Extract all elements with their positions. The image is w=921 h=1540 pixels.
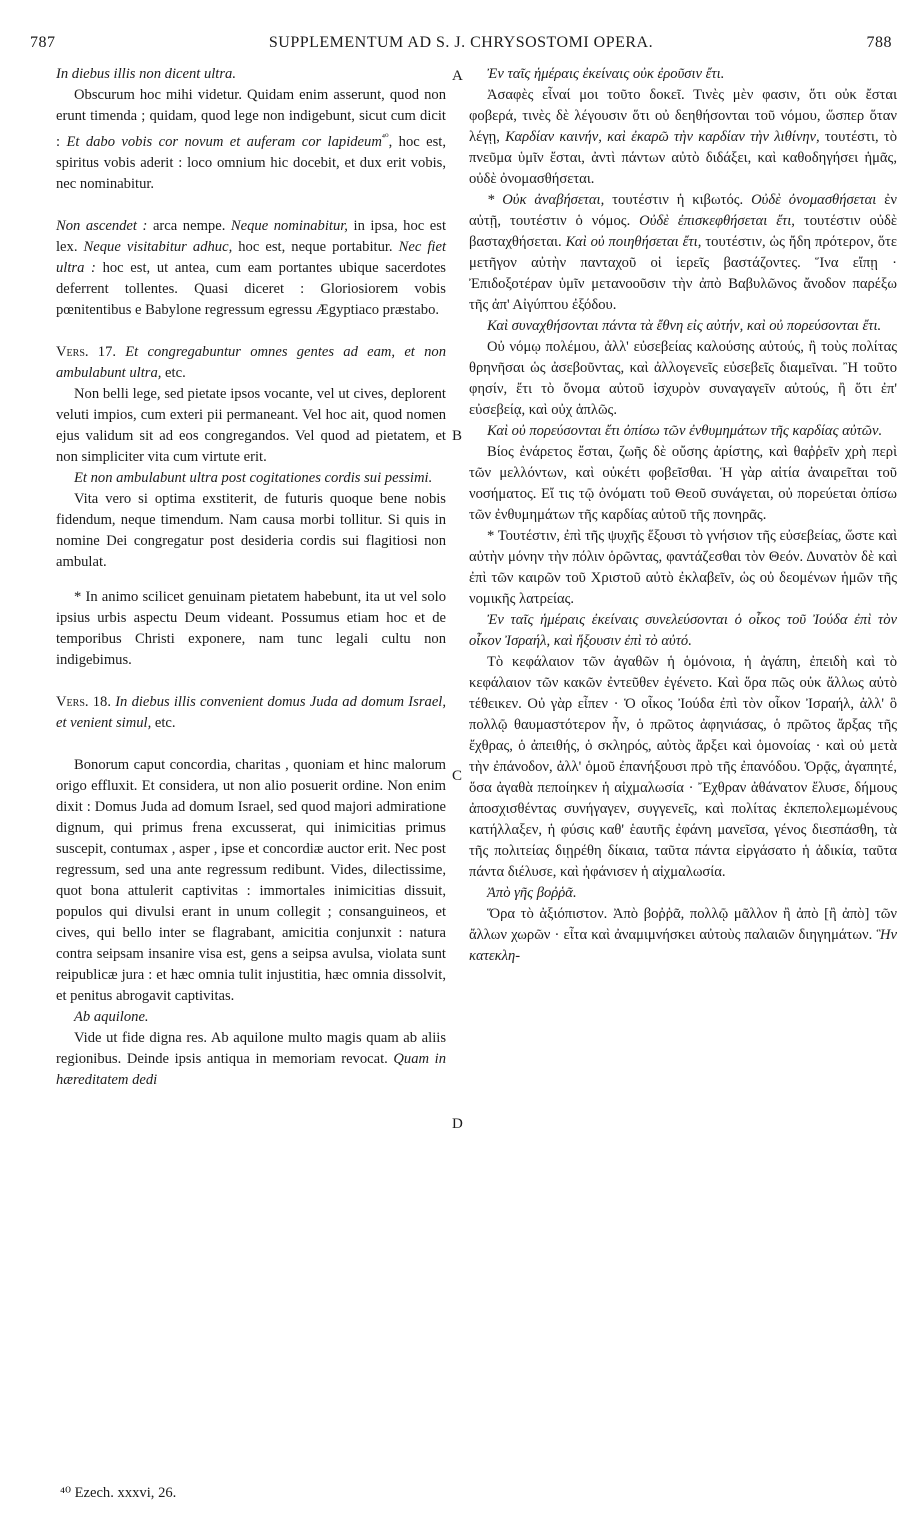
latin-paragraph-9 [56, 1028, 446, 1091]
latin-p1-quote: Et dabo vobis cor novum et auferam cor lapideum [66, 133, 382, 150]
latin-p2-d: hoc est, ut antea, cum eam portantes ubique sacerdotes deferrent tollentes. Quasi diceret : Gloriosiorem vobis pœnitentibus e Babylone regressum egressu Ægyptiaco præstabo. [56, 259, 446, 318]
margin-letter-d: D [452, 1116, 463, 1132]
greek-lemma-11: Ἀπὸ γῆς βοῤῥᾶ. [487, 885, 577, 901]
latin-p9-text: Vide ut fide digna res. Ab aquilone multo magis quam ab aliis regionibus. Deinde ipsis antiqua in memoriam revocat. [56, 1029, 446, 1067]
greek-p3-c: τουτέστιν οὐδὲ βασταχθήσεται. [469, 213, 897, 250]
running-title: SUPPLEMENTUM AD S. J. CHRYSOSTOMI OPERA. [268, 34, 654, 51]
latin-paragraph-7: Bonorum caput concordia, charitas , quoniam et hinc malorum origo effluxit. Et considera, ut non alio posuerit ordine. Non enim dixit : Domus Juda ad domum Israel, sed quod majori admiratione dignum, qui primus frena excusserat, qui inimicitias primus suscepit, contumax , asper , ipse et concordiæ auctor erit. Nec post regressum, sed una ante regressum redibunt. Vides, dilectissime, quot bona attulerit captivitas : immortales inimicitias dissuit, populos qui divulsi erant in unum collegit ; consanguineos, et cives, qui bello inter se flagrabant, amicitia conjunxit : natura contra seipsam insanire visa est, gens a seipsa avulsa, violata sunt reipublicæ jura : et hæc omnia tulit injustitia, hæc omnia dissolvit, et penitus abrogavit captivitas. [56, 756, 446, 1004]
greek-p2-end: τουτέστι, τὸ πνεῦμα ὑμῖν ἔσται, ἀντὶ πάντων αὐτὸ διδάξει, καὶ καθοδηγήσει ἡμᾶς, οὐδὲ ὀνομασθήσεται. [469, 129, 897, 187]
greek-lemma-6: Καὶ οὐ πορεύσονται ἔτι ὀπίσω τῶν ἐνθυμημάτων τῆς καρδίας αὐτῶν. [487, 423, 883, 439]
latin-column [56, 64, 446, 1091]
latin-paragraph-3: Non belli lege, sed pietate ipsos vocante, vel ut cives, deplorent veluti impios, cum exteri pii permaneant. Vel hoc ait, quod nomen ejus validum sit ad eos congregandos. Vel quod ad pietatem, et non simpliciter vita cum virtute erit. [56, 385, 446, 465]
latin-p2-lemma-2: Neque nominabitur, [225, 217, 348, 234]
latin-p2-lemma-3: Neque visitabitur adhuc, [77, 238, 233, 255]
greek-p3-b: ἐν αὐτῇ, τουτέστιν ὁ νόμος. [469, 192, 897, 229]
latin-paragraph-6: * In animo scilicet genuinam pietatem habebunt, ita ut vel solo ipsius urbis aspectu Deum videant. Possumus etiam hoc et de temporibus Christi exponere, nam tunc legali cultu non indigebimus. [56, 588, 446, 668]
margin-letter-a: A [452, 68, 463, 84]
latin-paragraph-5: Vita vero si optima exstiterit, de futuris quoque bene nobis fidendum, neque timendum. Nam causa morbi tollitur. Si quis in nomine Dei congregatur post desideria cordis sui flagitiosi non ambulat. [56, 490, 446, 570]
latin-lemma-2: Et non ambulabunt ultra post cogitationes cordis sui pessimi. [74, 469, 433, 486]
latin-p2-lemma-1: Non ascendet : [56, 217, 148, 234]
greek-lemma-4: Καὶ συναχθήσονται πάντα τὰ ἔθνη εἰς αὐτήν, καὶ οὐ πορεύσονται ἔτι. [487, 318, 882, 334]
verse-18-heading [56, 692, 446, 734]
latin-lemma-3: Ab aquilone. [74, 1008, 149, 1025]
verse-18-text: In diebus illis convenient domus Juda ad domum Israel, et venient simul, [56, 693, 446, 731]
greek-paragraph-3 [469, 190, 897, 316]
greek-paragraph-12 [469, 904, 897, 967]
latin-p9-quote: Quam in hæreditatem dedi [56, 1050, 446, 1088]
greek-paragraph-5: Οὐ νόμῳ πολέμου, ἀλλ' εὐσεβείας καλούσης αὐτούς, ἢ τοὺς πολίτας θρηνῆσαι ὡς ἀσεβοῦντας, καὶ ἀλλογενεῖς εὐσεβεῖς διαμεῖναι. Ἢ τοῦτο φησίν, ἔτι τὸ ὄνομα αὐτοῦ ἰσχυρὸν συναγαγεῖν αὐτούς, ἢ ὅτι ἐπ' εὐσεβείᾳ, καὶ οὐχ ἁπλῶς. [469, 339, 897, 418]
greek-p12-quote: Ἣν κατεκλη- [469, 927, 897, 964]
verse-17-label: Vers. 17. [56, 343, 117, 360]
latin-lemma-1: In diebus illis non dicent ultra. [56, 66, 236, 82]
verse-17-text: Et congregabuntur omnes gentes ad eam, et non ambulabunt ultra, [56, 343, 446, 381]
page-number-right: 788 [866, 34, 892, 51]
greek-p3-a: τουτέστιν ἡ κιβωτός. [604, 192, 744, 208]
latin-paragraph-1 [56, 85, 446, 195]
greek-p3-lemma-4: Καὶ οὐ ποιηθήσεται ἔτι, [561, 234, 702, 250]
running-header [30, 34, 892, 56]
greek-p3-d: τουτέστιν, ὡς ἤδη πρότερον, ὅτε μετῆγον αὐτὴν πανταχοῦ οἱ ἱερεῖς βαστάζοντες. Ἵνα εἴπῃ · Ἐπιδοξοτέραν ὑμῖν μετανοοῦσιν τὴν ἀπὸ Βαβυλῶνος ἄνοδον παρέξω τῆς ἀπ' Αἰγύπτου ἐξόδου. [469, 234, 897, 313]
greek-paragraph-8: * Τουτέστιν, ἐπὶ τῆς ψυχῆς ἕξουσι τὸ γνήσιον τῆς εὐσεβείας, ὥστε καὶ αὐτὴν μόνην τὴν πόλιν ὁρῶντας, φαντάζεσθαι τὸν Θεόν. Δυνατὸν δὲ καὶ ἐπὶ τῶν καιρῶν τοῦ Χριστοῦ αὐτὸ ἐκλαβεῖν, ὡς οὐ δεομένων ἡμῶν τῆς νομικῆς λατρείας. [469, 528, 897, 607]
greek-column [469, 64, 897, 967]
latin-p1-end: , hoc est, spiritus vobis aderit : loco omnium hic docebit, et dux erit vobis, nec nominabitur. [56, 133, 446, 192]
latin-p2-a: arca nempe. [147, 217, 226, 234]
greek-lemma-1: Ἐν ταῖς ἡμέραις ἐκείναις οὐκ ἐροῦσιν ἔτι. [487, 66, 725, 82]
latin-p2-c: hoc est, neque portabitur. [232, 238, 393, 255]
verse-18-etc: etc. [151, 714, 176, 731]
greek-paragraph-10: Τὸ κεφάλαιον τῶν ἀγαθῶν ἡ ὁμόνοια, ἡ ἀγάπη, ἐπειδὴ καὶ τὸ κεφάλαιον τῶν κακῶν ἐντεῦθεν ἐγένετο. Καὶ ὅρα πῶς οὐκ ἄλλως αὐτὸ τέθεικεν. Οὐ γὰρ εἶπεν · Ὁ οἶκος Ἰούδα ἐπὶ τὸν οἶκον Ἰσραήλ, ἀλλ' ὃ πολλῷ θαυμαστότερον ἦν, ὁ πρῶτος ἀφηνιάσας, ὁ πρῶτος ἄρξας τῆς ἔχθρας, ὁ ἀπειθής, ὁ σκληρός, αὐτὸς ἄρξει καὶ ὁμονοίας · καὶ οὐ μετὰ τὴν ἐπάνοδον, ἀλλ' ὁμοῦ ἐπανήξουσι πρὸ τῆς ἐπανόδου. Ὁρᾷς, ἀγαπητέ, ὅσα ἀγαθὰ πεποίηκεν ἡ αἰχμαλωσία · Ἔχθραν ἀθάνατον ἔλυσε, δήμους ἀποσχισθέντας συνήγαγεν, συγγενεῖς, καὶ πολίτας ἐκπεπολεμωμένους κατήλλαξεν, ἡ φύσις καθ' ἑαυτῆς ἐφάνη μανεῖσα, γένος διεσπάσθη, τὰ τῆς πολιτείας διῃρέθη δίκαια, ταῦτα πάντα εἰργάσατο ἡ ἀδικία, ταῦτα πάντα διέλυσε, καὶ ἠφάνισεν ἡ αἰχμαλωσία. [469, 654, 897, 880]
page-number-left: 787 [30, 34, 56, 51]
latin-paragraph-2 [56, 216, 446, 321]
greek-lemma-9: Ἐν ταῖς ἡμέραις ἐκείναις συνελεύσονται ὁ οἶκος τοῦ Ἰούδα ἐπὶ τὸν οἶκον Ἰσραήλ, καὶ ἥξουσιν ἐπὶ τὸ αὐτό. [469, 612, 897, 649]
greek-p3-lemma-2: Οὐδὲ ὀνομασθήσεται [743, 192, 877, 208]
margin-letter-c: C [452, 768, 463, 784]
footnote-ref: ⁴⁰ [381, 132, 389, 142]
greek-p2-quote: Καρδίαν καινήν, καὶ ἐκαρῶ τὴν καρδίαν τὴν λιθίνην, [499, 129, 820, 145]
greek-p3-lemma-1: * Οὐκ ἀναβήσεται, [487, 192, 605, 208]
latin-p1-text: Obscurum hoc mihi videtur. Quidam enim asserunt, quod non erunt timenda ; quidam, quod lege non indigebunt, sicut cum dicit : [56, 87, 446, 150]
greek-p12-text: Ὅρα τὸ ἀξιόπιστον. Ἀπὸ βοῤῥᾶ, πολλῷ μᾶλλον ἢ ἀπὸ [ἢ ἀπὸ] τῶν ἄλλων χωρῶν · εἶτα καὶ ἀναμιμνήσκει αὐτοὺς παλαιῶν διηγημάτων. [469, 906, 897, 943]
margin-letter-b: B [452, 428, 463, 444]
greek-paragraph-7: Βίος ἐνάρετος ἔσται, ζωῆς δὲ οὔσης ἀρίστης, καὶ θαῤῥεῖν χρὴ περὶ τῶν μελλόντων, καὶ οὐκέτι φοβεῖσθαι. Ἡ γὰρ αἰτία ἀναιρεῖται τοῦ νοσήματος. Εἴ τις τῷ ὀνόματι τοῦ Θεοῦ συνάγεται, οὐ πορεύεται ὀπίσω τῶν ἐνθυμημάτων τῆς καρδίας αὐτοῦ τῆς πονηρᾶς. [469, 444, 897, 523]
verse-17-heading [56, 342, 446, 384]
latin-p2-b: in ipsa, hoc est lex. [56, 217, 446, 255]
greek-p3-lemma-3: Οὐδὲ ἐπισκεφθήσεται ἔτι, [630, 213, 795, 229]
footnote: ⁴⁰ Ezech. xxxvi, 26. [60, 1485, 177, 1501]
verse-18-label: Vers. 18. [56, 693, 111, 710]
latin-p2-lemma-4: Nec fiet ultra : [56, 238, 446, 276]
verse-17-etc: etc. [161, 364, 186, 381]
greek-paragraph-2 [469, 85, 897, 190]
greek-p2-text: Ἀσαφὲς εἶναί μοι τοῦτο δοκεῖ. Τινὲς μὲν φασιν, ὅτι οὐκ ἔσται φοβερά, τινὲς δὲ λέγουσιν ὅτι οὐ δεηθήσονται τοῦ νόμου, ὥσπερ ὅταν λέγῃ, [469, 87, 897, 145]
